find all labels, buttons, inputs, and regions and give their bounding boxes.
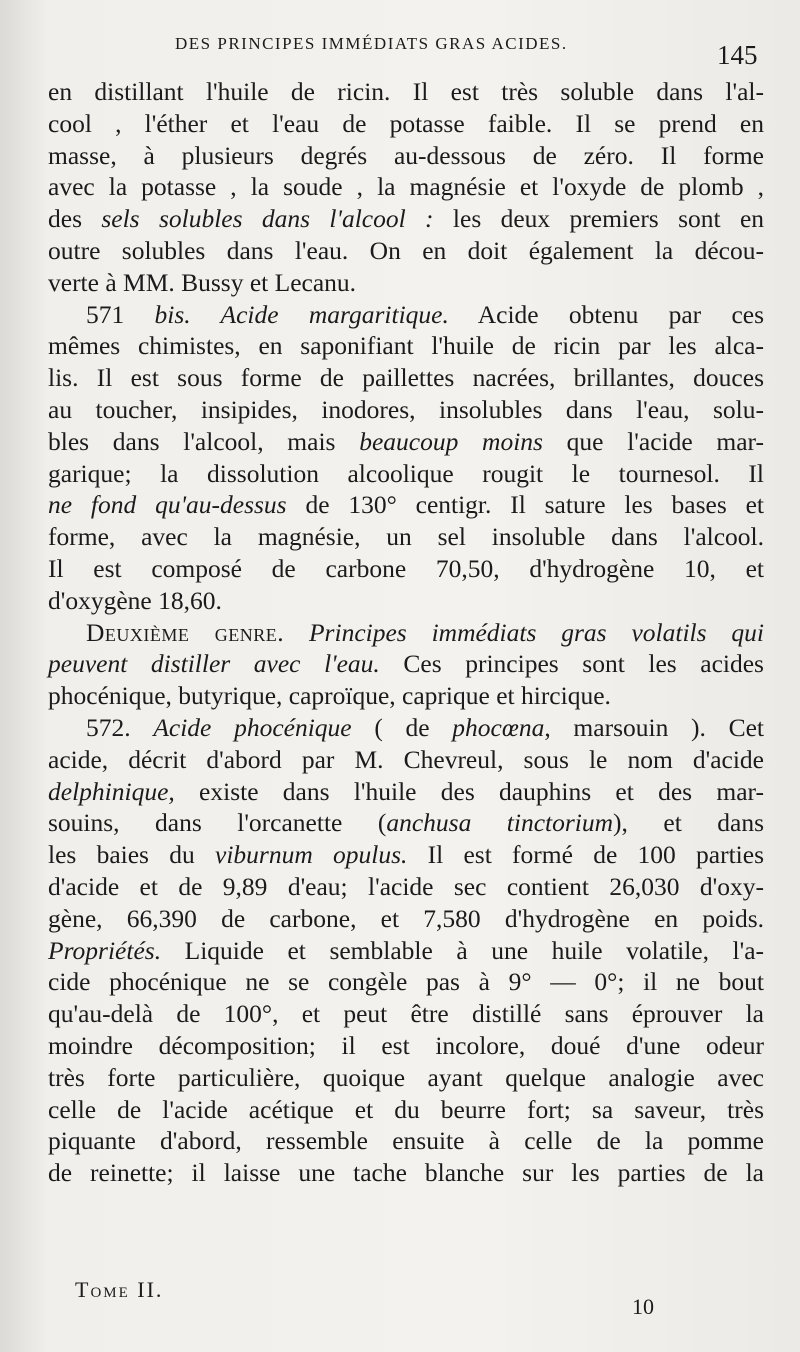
text-line	[48, 680, 764, 712]
text-run: beaucoup moins	[359, 426, 543, 456]
text-line	[48, 203, 764, 235]
text-line	[48, 235, 764, 267]
text-line	[48, 807, 764, 839]
text-line	[48, 871, 764, 903]
text-run: forme, avec la magnésie, un sel insoluble dans l'alcool.	[48, 522, 764, 552]
text-run: des	[48, 204, 102, 234]
text-run: anchusa tinctorium	[386, 808, 614, 838]
text-run: en distillant l'huile de ricin. Il est très soluble dans l'al-	[48, 77, 764, 106]
text-line	[48, 744, 764, 776]
text-run: moindre décomposition; il est incolore, doué d'une odeur	[48, 1030, 764, 1060]
signature-mark: 10	[632, 1294, 654, 1319]
text-run: Propriétés.	[48, 935, 162, 965]
text-run: souins, dans l'orcanette (	[48, 808, 387, 838]
text-run: ne fond qu'au-dessus	[48, 490, 287, 520]
text-line	[48, 966, 764, 998]
text-line	[48, 1094, 764, 1126]
text-line	[48, 998, 764, 1030]
text-run: avec la potasse , la soude , la magnésie et l'oxyde de plomb ,	[48, 172, 764, 202]
text-run: Ces principes sont les acides	[379, 649, 764, 679]
text-run: piquante d'abord, ressemble ensuite à celle de la pomme	[48, 1126, 764, 1156]
text-run: Il est composé de carbone 70,50, d'hydrogène 10, et	[48, 553, 764, 583]
text-line	[48, 903, 764, 935]
text-line	[48, 426, 764, 458]
text-run: verte à MM. Bussy et Lecanu.	[48, 267, 357, 297]
text-run: peuvent distiller avec l'eau.	[48, 649, 380, 679]
text-line	[48, 1157, 764, 1189]
text-run: d'oxygène 18,60.	[48, 585, 222, 615]
text-run: au toucher, insipides, inodores, insolubles dans l'eau, solu-	[48, 394, 764, 424]
text-run: Deuxième genre.	[86, 617, 285, 647]
text-run: bis. Acide margaritique.	[154, 299, 449, 329]
text-run: cool , l'éther et l'eau de potasse faible. Il se prend en	[48, 108, 764, 138]
text-run: garique; la dissolution alcoolique rougit le tournesol. Il	[48, 458, 764, 488]
text-run: masse, à plusieurs degrés au-dessous de zéro. Il forme	[48, 140, 764, 170]
text-run: outre solubles dans l'eau. On en doit également la décou-	[48, 235, 764, 265]
text-line	[48, 76, 764, 108]
text-line	[48, 267, 764, 299]
text-run: Acide phocénique	[153, 712, 352, 742]
text-run: très forte particulière, quoique ayant quelque analogie avec	[48, 1062, 764, 1092]
text-line	[48, 712, 764, 744]
text-line	[48, 458, 764, 490]
text-line	[48, 1125, 764, 1157]
text-line	[48, 394, 764, 426]
text-line	[48, 1030, 764, 1062]
text-line	[48, 299, 764, 331]
text-run: Il est formé de 100 parties	[407, 840, 765, 870]
text-run: les deux premiers sont en	[433, 204, 765, 234]
text-run: lis. Il est sous forme de paillettes nacrées, brillantes, douces	[48, 363, 764, 393]
text-line	[48, 1062, 764, 1094]
text-line	[48, 330, 764, 362]
text-line	[48, 171, 764, 203]
text-run: phocœna	[452, 712, 545, 742]
text-run: ( de	[351, 712, 453, 742]
text-line	[48, 521, 764, 553]
text-run: que l'acide mar-	[542, 426, 765, 456]
text-run: viburnum opulus.	[215, 840, 408, 870]
text-line	[48, 648, 764, 680]
text-line	[48, 553, 764, 585]
text-run: Liquide et semblable à une huile volatile, l'a-	[161, 935, 764, 965]
text-run: mêmes chimistes, en saponifiant l'huile de ricin par les alca-	[48, 331, 764, 361]
text-run: 572.	[86, 712, 154, 742]
text-run: ), et dans	[613, 808, 765, 838]
text-line	[48, 585, 764, 617]
text-run: qu'au-delà de 100°, et peut être distillé sans éprouver la	[48, 999, 764, 1029]
text-run: cide phocénique ne se congèle pas à 9° — 0°; il ne bout	[48, 967, 764, 997]
text-run: bles dans l'alcool, mais	[48, 426, 360, 456]
text-run: sels solubles dans l'alcool :	[101, 204, 434, 234]
text-run: phocénique, butyrique, caproïque, caprique et hircique.	[48, 681, 611, 711]
text-run: delphinique,	[48, 776, 175, 806]
text-line	[48, 776, 764, 808]
text-run: de 130° centigr. Il sature les bases et	[286, 490, 764, 520]
text-line	[48, 935, 764, 967]
text-run: Acide obtenu par ces	[448, 299, 765, 329]
text-run: acide, décrit d'abord par M. Chevreul, sous le nom d'acide	[48, 744, 764, 774]
text-line	[48, 140, 764, 172]
text-run: , marsouin ). Cet	[544, 712, 765, 742]
text-line	[48, 839, 764, 871]
running-head: DES PRINCIPES IMMÉDIATS GRAS ACIDES.	[175, 34, 568, 53]
page-number: 145	[717, 40, 758, 70]
text-run: existe dans l'huile des dauphins et des mar-	[174, 776, 764, 806]
text-run: de reinette; il laisse une tache blanche sur les parties de la	[48, 1158, 764, 1188]
text-run: d'acide et de 9,89 d'eau; l'acide sec contient 26,030 d'oxy-	[48, 871, 764, 901]
volume-footer: Tome II.	[75, 1277, 164, 1302]
text-line	[48, 108, 764, 140]
text-run: Principes immédiats gras volatils qui	[284, 617, 764, 647]
text-run: celle de l'acide acétique et du beurre fort; sa saveur, très	[48, 1094, 764, 1124]
text-run: les baies du	[48, 840, 215, 870]
text-line	[48, 617, 764, 649]
page-body	[48, 76, 764, 1189]
text-run: gène, 66,390 de carbone, et 7,580 d'hydrogène en poids.	[48, 903, 764, 933]
text-line	[48, 489, 764, 521]
text-run: 571	[86, 299, 155, 329]
text-line	[48, 362, 764, 394]
